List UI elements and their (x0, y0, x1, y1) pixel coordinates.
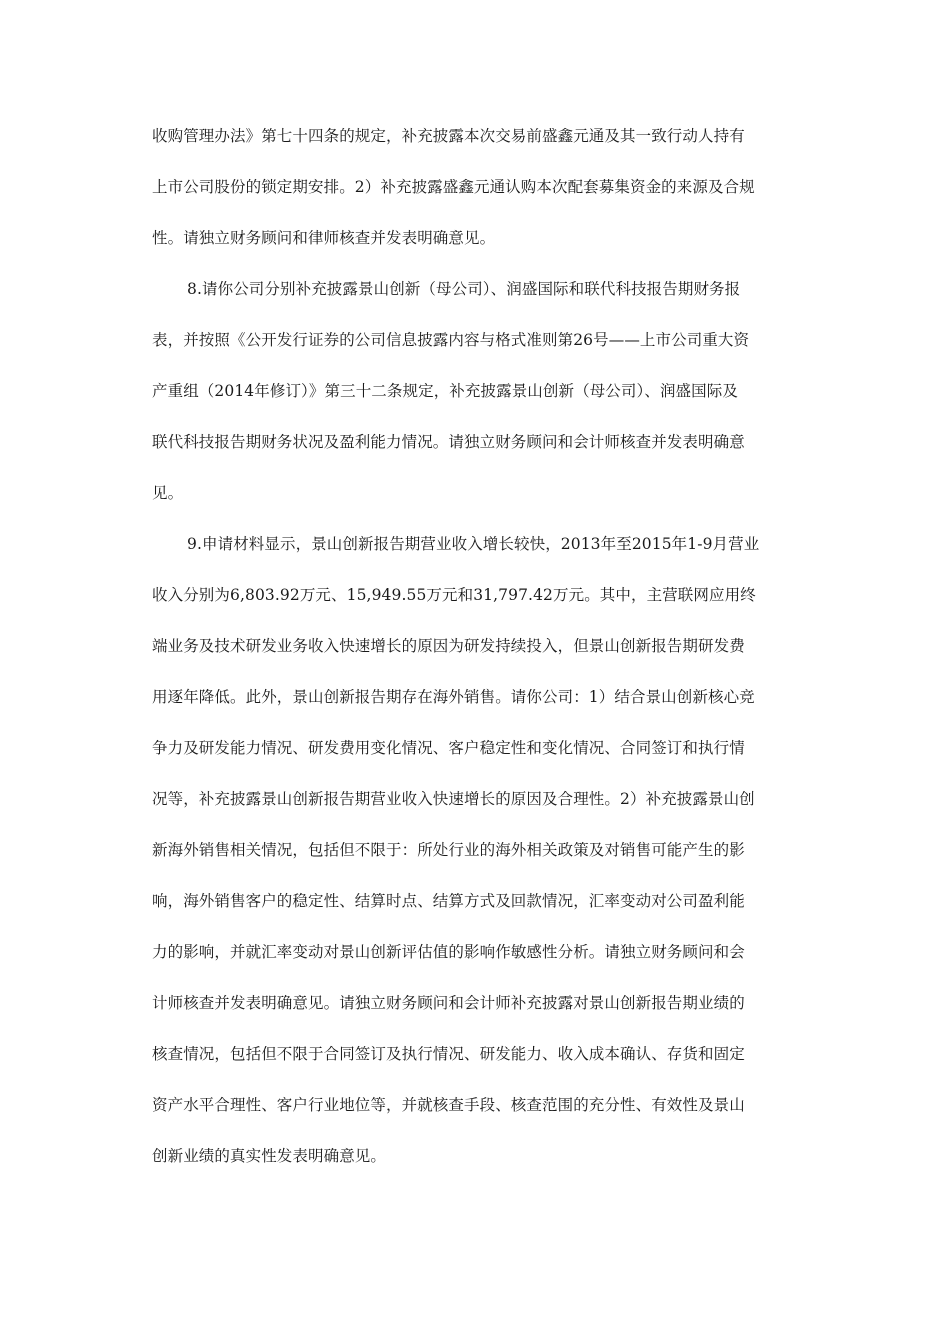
text-line: 见。 (152, 484, 184, 502)
text-line: 表，并按照《公开发行证券的公司信息披露内容与格式准则第26号——上市公司重大资 (152, 331, 750, 349)
text-line: 况等，补充披露景山创新报告期营业收入快速增长的原因及合理性。2）补充披露景山创 (152, 790, 755, 808)
text-line: 8.请你公司分别补充披露景山创新（母公司）、润盛国际和联代科技报告期财务报 (187, 280, 741, 298)
text-line: 上市公司股份的锁定期安排。2）补充披露盛鑫元通认购本次配套募集资金的来源及合规 (152, 178, 755, 196)
text-line: 性。请独立财务顾问和律师核查并发表明确意见。 (152, 229, 496, 247)
text-line: 力的影响，并就汇率变动对景山创新评估值的影响作敏感性分析。请独立财务顾问和会 (152, 943, 745, 961)
text-line: 计师核查并发表明确意见。请独立财务顾问和会计师补充披露对景山创新报告期业绩的 (152, 994, 745, 1012)
text-line: 产重组（2014年修订）》第三十二条规定，补充披露景山创新（母公司）、润盛国际及 (152, 382, 738, 400)
text-line: 核查情况，包括但不限于合同签订及执行情况、研发能力、收入成本确认、存货和固定 (152, 1045, 745, 1063)
text-line: 用逐年降低。此外，景山创新报告期存在海外销售。请你公司：1）结合景山创新核心竞 (152, 688, 755, 706)
text-line: 端业务及技术研发业务收入快速增长的原因为研发持续投入，但景山创新报告期研发费 (152, 637, 745, 655)
text-line: 收购管理办法》第七十四条的规定，补充披露本次交易前盛鑫元通及其一致行动人持有 (152, 127, 745, 145)
text-line: 响，海外销售客户的稳定性、结算时点、结算方式及回款情况，汇率变动对公司盈利能 (152, 892, 745, 910)
text-line: 资产水平合理性、客户行业地位等，并就核查手段、核查范围的充分性、有效性及景山 (152, 1096, 745, 1114)
text-line: 创新业绩的真实性发表明确意见。 (152, 1147, 387, 1165)
text-line: 联代科技报告期财务状况及盈利能力情况。请独立财务顾问和会计师核查并发表明确意 (152, 433, 745, 451)
text-line: 新海外销售相关情况，包括但不限于：所处行业的海外相关政策及对销售可能产生的影 (152, 841, 745, 859)
text-line: 9.申请材料显示，景山创新报告期营业收入增长较快，2013年至2015年1-9月营业 (187, 535, 760, 553)
text-line: 收入分别为6,803.92万元、15,949.55万元和31,797.42万元。其中，主营联网应用终 (152, 586, 756, 604)
text-line: 争力及研发能力情况、研发费用变化情况、客户稳定性和变化情况、合同签订和执行情 (152, 739, 745, 757)
